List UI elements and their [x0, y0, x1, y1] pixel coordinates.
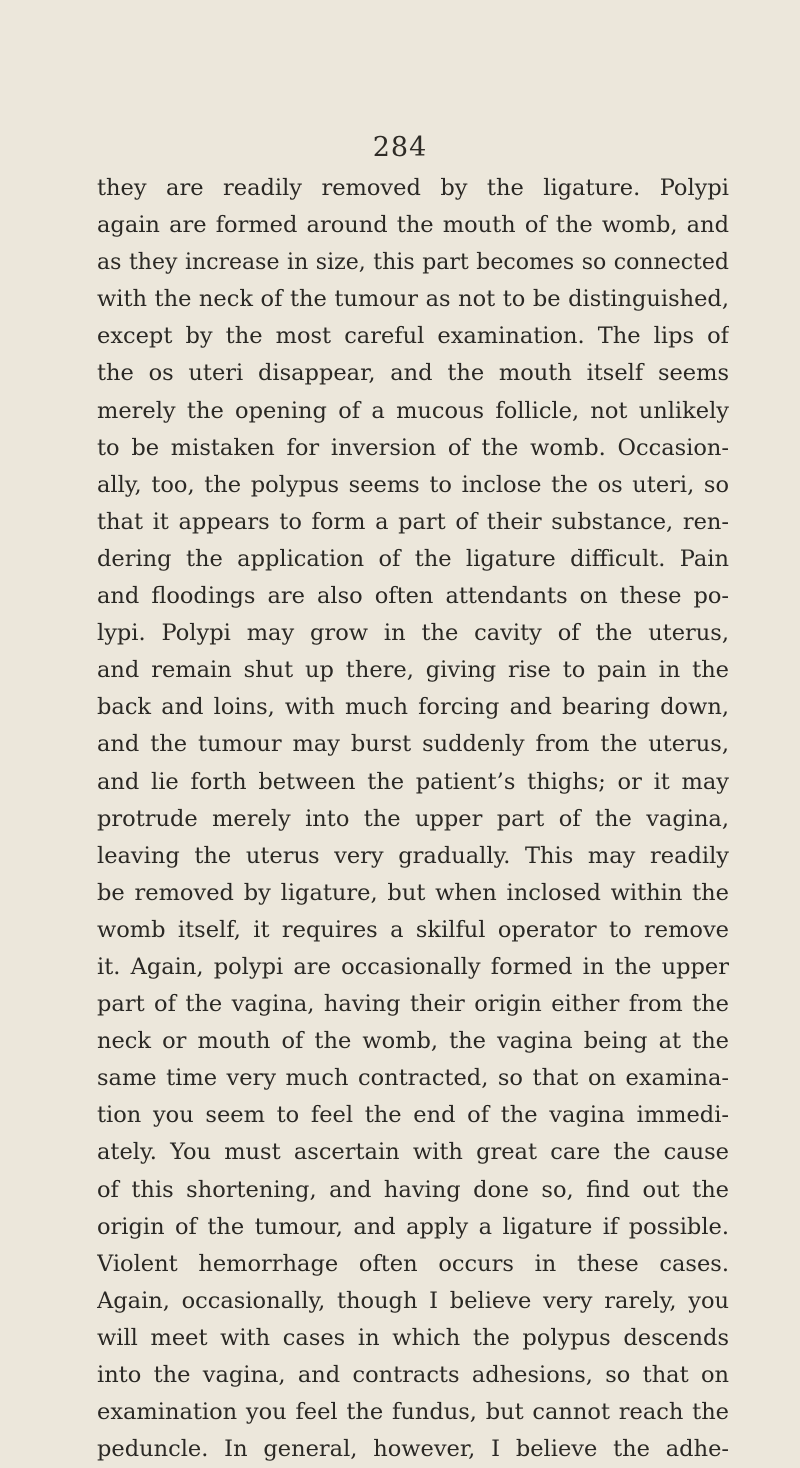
text-line: origin of the tumour, and apply a ligature if possible.	[97, 1213, 729, 1240]
text-line: merely the opening of a mucous follicle, not unlikely	[97, 397, 729, 424]
text-line: it. Again, polypi are occasionally formed in the upper	[97, 953, 729, 980]
page-number: 284	[372, 132, 428, 163]
text-line: same time very much contracted, so that on examina-	[97, 1065, 729, 1092]
text-line: peduncle. In general, however, I believe the adhe-	[97, 1436, 729, 1463]
text-line: and remain shut up there, giving rise to pain in the	[97, 657, 729, 684]
text-line: be removed by ligature, but when inclosed within the	[97, 879, 729, 906]
text-line: again are formed around the mouth of the womb, and	[97, 212, 729, 239]
text-line: with the neck of the tumour as not to be distinguished,	[97, 286, 729, 313]
text-line: Violent hemorrhage often occurs in these cases.	[97, 1250, 729, 1277]
text-line: as they increase in size, this part becomes so connected	[97, 250, 729, 276]
text-line: and lie forth between the patient’s thighs; or it may	[97, 768, 729, 795]
text-line: the os uteri disappear, and the mouth itself seems	[97, 360, 729, 387]
text-line: and the tumour may burst suddenly from the uterus,	[97, 731, 729, 758]
text-line: womb itself, it requires a skilful operator to remove	[97, 916, 729, 943]
text-line: tion you seem to feel the end of the vagina immedi-	[97, 1102, 729, 1129]
text-line: except by the most careful examination. The lips of	[97, 323, 729, 350]
text-line: leaving the uterus very gradually. This may readily	[97, 842, 729, 869]
text-line: ally, too, the polypus seems to inclose the os uteri, so	[97, 471, 729, 498]
text-line: neck or mouth of the womb, the vagina being at the	[97, 1028, 729, 1055]
text-line: that it appears to form a part of their substance, ren-	[97, 508, 729, 535]
text-line: they are readily removed by the ligature. Polypi	[97, 175, 729, 201]
text-line: will meet with cases in which the polypus descends	[97, 1324, 729, 1351]
text-line: examination you feel the fundus, but cannot reach the	[97, 1399, 729, 1426]
text-line: and floodings are also often attendants on these po-	[97, 583, 729, 610]
text-line: to be mistaken for inversion of the womb. Occasion-	[97, 434, 729, 461]
text-line: part of the vagina, having their origin either from the	[97, 991, 729, 1018]
text-line: ately. You must ascertain with great care the cause	[97, 1139, 729, 1166]
text-line: dering the application of the ligature difficult. Pain	[97, 545, 729, 572]
text-line: of this shortening, and having done so, find out the	[97, 1176, 729, 1203]
text-line: Again, occasionally, though I believe very rarely, you	[97, 1287, 729, 1314]
text-line: lypi. Polypi may grow in the cavity of the uterus,	[97, 620, 729, 647]
text-line: protrude merely into the upper part of the vagina,	[97, 805, 729, 832]
body-text	[97, 170, 729, 1468]
text-line: back and loins, with much forcing and bearing down,	[97, 694, 729, 721]
text-line: into the vagina, and contracts adhesions, so that on	[97, 1362, 729, 1388]
